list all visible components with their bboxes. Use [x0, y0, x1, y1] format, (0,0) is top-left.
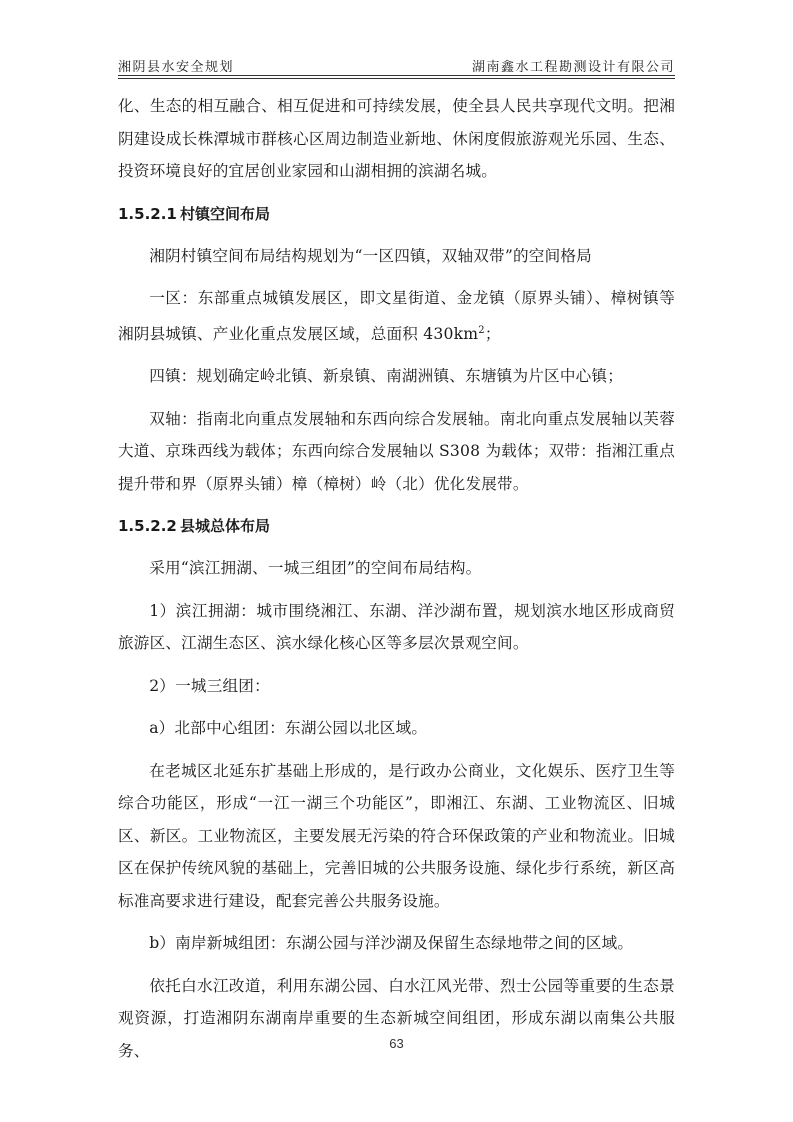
- paragraph-four-towns: 四镇：规划确定岭北镇、新泉镇、南湖洲镇、东塘镇为片区中心镇；: [149, 367, 624, 386]
- section-title: 县城总体布局: [180, 517, 271, 536]
- header-rule-line-secondary: [118, 78, 675, 79]
- paragraph-one-zone-end: ；: [484, 324, 501, 343]
- header-company-name: 湖南鑫水工程勘测设计有限公司: [471, 60, 675, 75]
- header-rule-line: [118, 75, 675, 76]
- paragraph-riverside-lakes: 1）滨江拥湖：城市围绕湘江、东湖、洋沙湖布置，规划滨水地区形成商贸旅游区、江湖生态区、滨水绿化核心区等多层次景观空间。: [118, 601, 675, 653]
- paragraph-layout-structure: 湘阴村镇空间布局结构规划为“一区四镇，双轴双带”的空间格局: [149, 246, 592, 265]
- section-heading-village-layout: [118, 198, 675, 230]
- page-body: [118, 90, 675, 1077]
- paragraph-north-group: a）北部中心组团：东湖公园以北区域。: [149, 719, 428, 738]
- paragraph-one-zone-text: 一区：东部重点城镇发展区，即文星街道、金龙镇（原界头铺）、樟树镇等湘阴县城镇、产业化重点发展区域，总面积 430km: [118, 289, 675, 343]
- section-title: 村镇空间布局: [180, 204, 271, 223]
- paragraph-two-axes: 双轴：指南北向重点发展轴和东西向综合发展轴。南北向重点发展轴以芙蓉大道、京珠西线为载体；东西向综合发展轴以 S308 为载体；双带：指湘江重点提升带和界（原界头铺）樟（樟树）岭（北）优化发展带。: [118, 409, 675, 493]
- section-number: 1.5.2.1: [118, 204, 177, 223]
- paragraph-south-group: b）南岸新城组团：东湖公园与洋沙湖及保留生态绿地带之间的区域。: [149, 934, 634, 953]
- section-number: 1.5.2.2: [118, 517, 177, 536]
- area-unit-superscript: 2: [478, 324, 485, 336]
- paragraph-south-group-detail: 依托白水江改道，利用东湖公园、白水江风光带、烈士公园等重要的生态景观资源，打造湘阴东湖南岸重要的生态新城空间组团，形成东湖以南集公共服务、: [118, 976, 675, 1060]
- paragraph-spatial-structure: 采用“滨江拥湖、一城三组团”的空间布局结构。: [149, 559, 482, 578]
- paragraph-one-city-three-groups: 2）一城三组团：: [149, 676, 270, 695]
- paragraph-one-zone: [118, 282, 675, 350]
- section-heading-county-layout: [118, 510, 675, 542]
- paragraph-continued: 化、生态的相互融合、相互促进和可持续发展，使全县人民共享现代文明。把湘阴建设成长株潭城市群核心区周边制造业新地、休闲度假旅游观光乐园、生态、投资环境良好的宜居创业家园和山湖相拥的滨湖名城。: [118, 97, 675, 180]
- header-document-title: 湘阴县水安全规划: [118, 60, 235, 75]
- paragraph-north-group-detail: 在老城区北延东扩基础上形成的，是行政办公商业，文化娱乐、医疗卫生等综合功能区，形成“一江一湖三个功能区”，即湘江、东湖、工业物流区、旧城区、新区。工业物流区，主要发展无污染的符合环保政策的产业和物流业。旧城区在保护传统风貌的基础上，完善旧城的公共服务设施、绿化步行系统，新区高标准高要求进行建设，配套完善公共服务设施。: [118, 761, 675, 910]
- page-number: 63: [389, 1036, 404, 1051]
- page-header: [118, 50, 675, 76]
